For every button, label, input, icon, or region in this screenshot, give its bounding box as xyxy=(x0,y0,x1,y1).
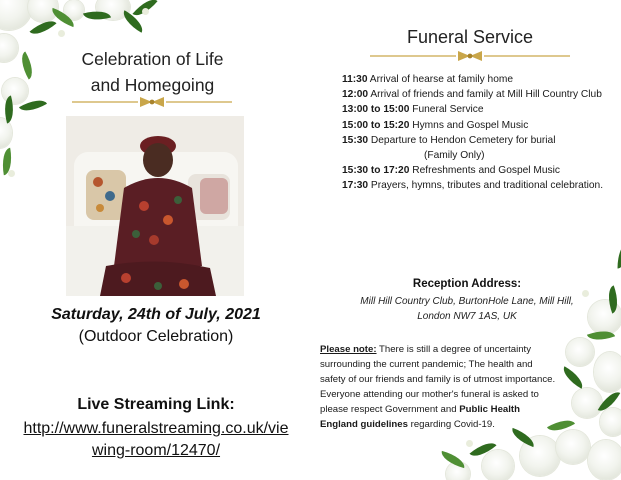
reception-address-title: Reception Address: xyxy=(412,278,522,290)
reception-address-line2: London NW7 1AS, UK xyxy=(417,311,517,322)
please-note xyxy=(320,342,558,433)
schedule-row xyxy=(342,102,618,117)
schedule-time: 11:30 xyxy=(342,74,368,85)
schedule-row xyxy=(342,133,618,148)
schedule-text: Funeral Service xyxy=(409,104,484,116)
schedule-text: (Family Only) xyxy=(424,150,485,162)
portrait-photo xyxy=(66,116,244,296)
schedule-row xyxy=(342,72,618,87)
gold-bow-divider-right xyxy=(370,50,570,62)
reception-address-line1: Mill Hill Country Club, BurtonHole Lane, Mill Hill, xyxy=(360,296,574,307)
event-date-note: (Outdoor Celebration) xyxy=(78,328,234,345)
schedule-text: Arrival of hearse at family home xyxy=(367,74,514,85)
gold-bow-divider-left xyxy=(72,96,232,108)
schedule-text: Prayers, hymns, tributes and traditional celebration. xyxy=(368,180,604,192)
schedule-text: Refreshments and Gospel Music xyxy=(409,165,561,177)
schedule-row xyxy=(342,87,618,102)
schedule-time: 15:00 to 15:20 xyxy=(342,119,410,131)
schedule-row xyxy=(342,148,618,163)
schedule-time: 15:30 to 17:20 xyxy=(342,165,410,177)
celebration-heading xyxy=(60,46,245,98)
live-streaming-link[interactable]: http://www.funeralstreaming.co.uk/viewing-room/12470/ xyxy=(23,420,289,459)
service-schedule xyxy=(342,72,618,194)
celebration-heading-line1: Celebration of Life xyxy=(81,49,224,69)
reception-address xyxy=(340,294,594,324)
live-streaming-title: Live Streaming Link: xyxy=(77,396,235,413)
celebration-heading-line2: and Homegoing xyxy=(90,75,215,95)
please-note-tail: regarding Covid-19. xyxy=(407,419,495,431)
schedule-text: Hymns and Gospel Music xyxy=(409,119,529,131)
schedule-text: Departure to Hendon Cemetery for burial xyxy=(368,134,556,146)
funeral-service-heading: Funeral Service xyxy=(406,27,534,47)
schedule-row xyxy=(342,118,618,133)
schedule-time: 17:30 xyxy=(342,180,369,192)
schedule-time: 12:00 xyxy=(342,89,369,101)
please-note-label: Please note: xyxy=(320,344,377,355)
schedule-row xyxy=(342,163,618,178)
schedule-time: 15:30 xyxy=(342,134,369,146)
please-note-text: There is still a degree of uncertainty surrounding the current pandemic; The health and safety of our friends and family is of utmost importance. Everyone attending our mother's funeral is asked to please respect Government and xyxy=(320,344,556,416)
event-date: Saturday, 24th of July, 2021 xyxy=(51,306,261,323)
schedule-row xyxy=(342,178,618,193)
please-note-bold: Public Health England guidelines xyxy=(320,404,520,431)
schedule-text: Arrival of friends and family at Mill Hill Country Club xyxy=(368,89,602,101)
schedule-time: 13:00 to 15:00 xyxy=(342,104,410,116)
